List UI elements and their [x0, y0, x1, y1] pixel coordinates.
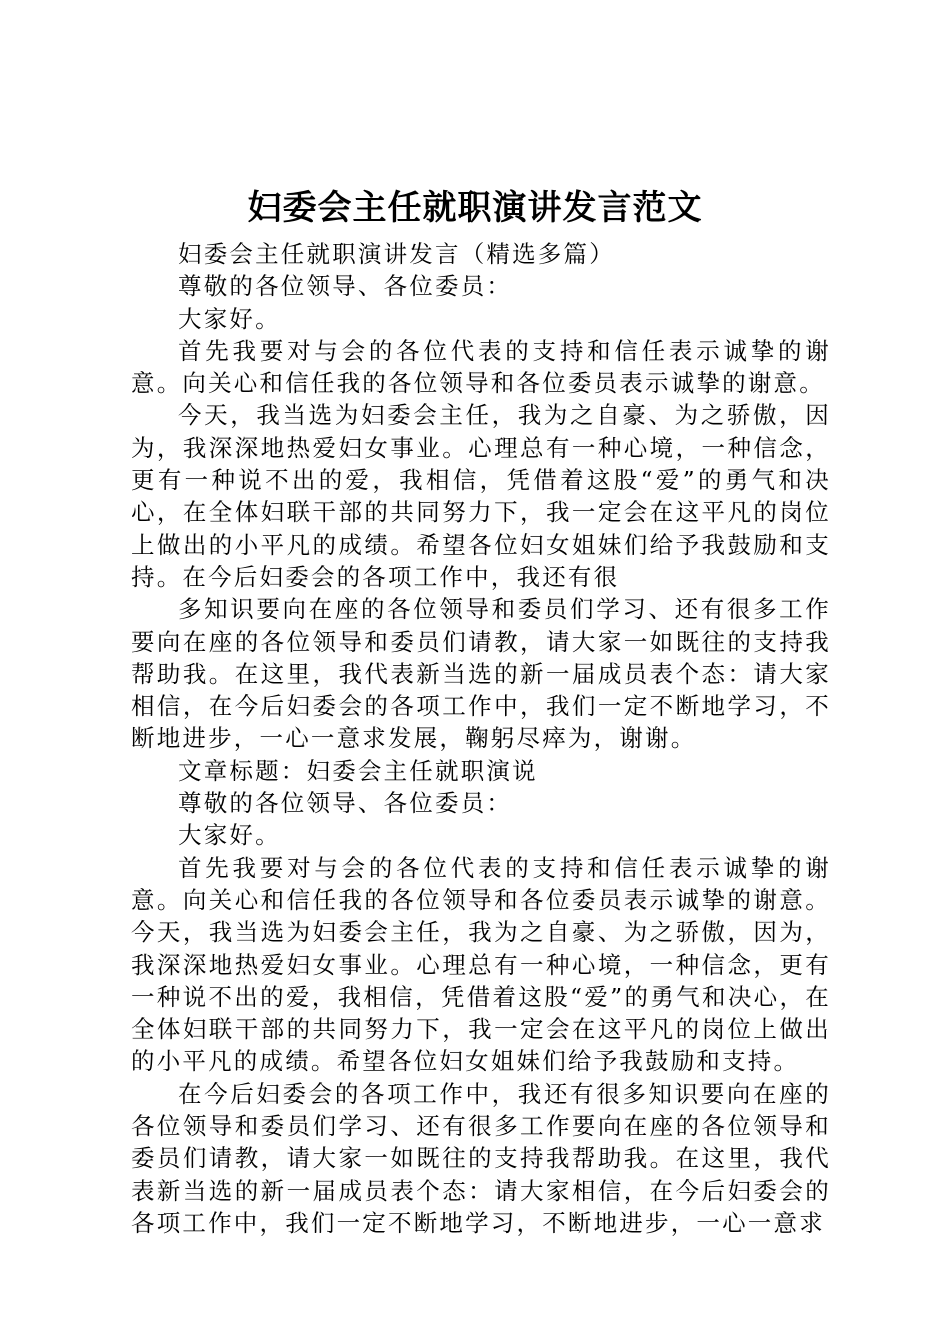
- paragraph-today: 今天，我当选为妇委会主任，我为之自豪、为之骄傲，因为，我深深地热爱妇女事业。心理总有一种心境，一种信念，更有一种说不出的爱，我相信，凭借着这股“爱”的勇气和决心，在全体妇联干部的共同努力下，我一定会在这平凡的岗位上做出的小平凡的成绩。希望各位妇女姐妹们给予我鼓励和支持。在今后妇委会的各项工作中，我还有很: [131, 401, 831, 591]
- paragraph-greeting: 大家好。: [178, 304, 281, 333]
- paragraph-article-title: 文章标题：妇委会主任就职演说: [178, 756, 538, 785]
- document-body: [131, 238, 831, 1239]
- paragraph-salutation-2: 尊敬的各位领导、各位委员：: [178, 789, 513, 818]
- paragraph-greeting-2: 大家好。: [178, 821, 281, 850]
- document-title: 妇委会主任就职演讲发言范文: [247, 188, 703, 228]
- paragraph-thanks: 首先我要对与会的各位代表的支持和信任表示诚挚的谢意。向关心和信任我的各位领导和各位委员表示诚挚的谢意。: [131, 336, 831, 398]
- paragraph-salutation: 尊敬的各位领导、各位委员：: [178, 272, 513, 301]
- paragraph-subtitle: 妇委会主任就职演讲发言（精选多篇）: [178, 240, 615, 268]
- paragraph-knowledge: 多知识要向在座的各位领导和委员们学习、还有很多工作要向在座的各位领导和委员们请教，请大家一如既往的支持我帮助我。在这里，我代表新当选的新一届成员表个态：请大家相信，在今后妇委会的各项工作中，我们一定不断地学习，不断地进步，一心一意求发展，鞠躬尽瘁为，谢谢。: [131, 595, 831, 753]
- paragraph-future-work: 在今后妇委会的各项工作中，我还有很多知识要向在座的各位领导和委员们学习、还有很多工作要向在座的各位领导和委员们请教，请大家一如既往的支持我帮助我。在这里，我代表新当选的新一届成员表个态：请大家相信，在今后妇委会的各项工作中，我们一定不断地学习，不断地进步，一心一意求: [131, 1079, 831, 1237]
- paragraph-thanks-2: 首先我要对与会的各位代表的支持和信任表示诚挚的谢意。向关心和信任我的各位领导和各位委员表示诚挚的谢意。今天，我当选为妇委会主任，我为之自豪、为之骄傲，因为，我深深地热爱妇女事业。心理总有一种心境，一种信念，更有一种说不出的爱，我相信，凭借着这股“爱”的勇气和决心，在全体妇联干部的共同努力下，我一定会在这平凡的岗位上做出的小平凡的成绩。希望各位妇女姐妹们给予我鼓励和支持。: [131, 853, 831, 1076]
